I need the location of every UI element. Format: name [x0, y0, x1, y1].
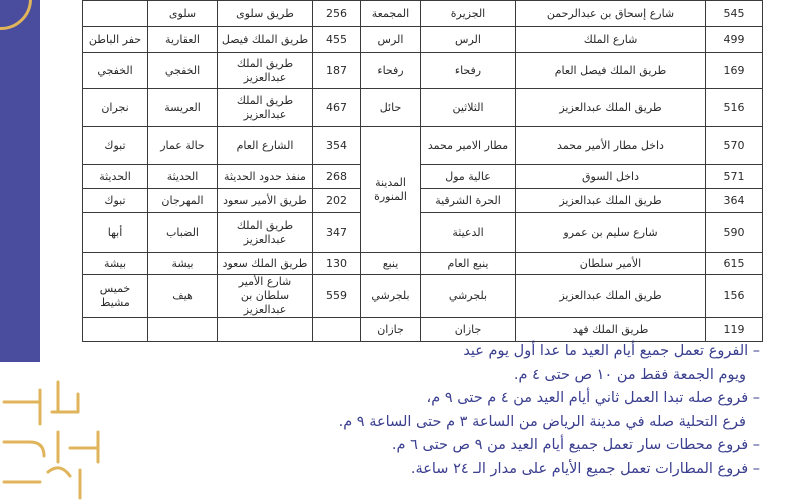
table-cell-id2: 130 [313, 253, 361, 275]
table-cell-city2: أبها [83, 213, 148, 253]
table-row [83, 27, 763, 53]
note-line: – الفروع تعمل جميع أيام العيد ما عدا أول يوم عيد [463, 343, 760, 359]
table-row [83, 53, 763, 89]
table-cell-site2: المهرجان [148, 189, 218, 213]
table-cell-city2: تبوك [83, 189, 148, 213]
table-cell-street2 [218, 318, 313, 342]
table-cell-site: جازان [421, 318, 516, 342]
table-cell-site2: العريسة [148, 89, 218, 127]
table-cell-street2: طريق الملك عبدالعزيز [218, 89, 313, 127]
table-cell-city2: حفر الباطن [83, 27, 148, 53]
table-cell-site2: الحديثة [148, 165, 218, 189]
table-cell-street: شارع إسحاق بن عبدالرحمن [516, 1, 706, 27]
table-cell-city: ينبع [361, 253, 421, 275]
table-cell-id2: 455 [313, 27, 361, 53]
table-cell-id: 516 [706, 89, 763, 127]
table-cell-id: 545 [706, 1, 763, 27]
table-cell-city2: الحديثة [83, 165, 148, 189]
table-row [83, 1, 763, 27]
table-row [83, 275, 763, 318]
table-cell-id: 169 [706, 53, 763, 89]
table-row [83, 253, 763, 275]
table-cell-street2: طريق الملك عبدالعزيز [218, 213, 313, 253]
table-cell-street: داخل مطار الأمير محمد [516, 127, 706, 165]
table-cell-id2: 187 [313, 53, 361, 89]
table-cell-street2: الشارع العام [218, 127, 313, 165]
table-cell-id2: 467 [313, 89, 361, 127]
table-cell-site: الرس [421, 27, 516, 53]
table-cell-site2: الخفجي [148, 53, 218, 89]
table-cell-city2 [83, 1, 148, 27]
table-cell-street2: طريق الأمير سعود [218, 189, 313, 213]
table-row [83, 189, 763, 213]
table-cell-id: 364 [706, 189, 763, 213]
table-cell-street: الأمير سلطان [516, 253, 706, 275]
table-cell-site2: هيف [148, 275, 218, 318]
decorative-side-bar [0, 0, 40, 362]
table-cell-city2: خميس مشيط [83, 275, 148, 318]
table-cell-site2 [148, 318, 218, 342]
table-cell-id2: 268 [313, 165, 361, 189]
table-cell-id: 571 [706, 165, 763, 189]
table-row [83, 127, 763, 165]
table-cell-site: الجزيرة [421, 1, 516, 27]
note-line: ويوم الجمعة فقط من ١٠ ص حتى ٤ م. [513, 366, 746, 383]
table-cell-site2: بيشة [148, 253, 218, 275]
table-cell-street2: طريق الملك سعود [218, 253, 313, 275]
table-cell-site: الدعيثة [421, 213, 516, 253]
table-cell-city: المدينة المنورة [361, 127, 421, 253]
note-line: فرع التحلية صله في مدينة الرياض من الساعة ٣ م حتى الساعة ٩ م. [338, 413, 746, 430]
table-row [83, 89, 763, 127]
notes-section [160, 340, 760, 481]
table-cell-site: رفحاء [421, 53, 516, 89]
table-cell-city: المجمعة [361, 1, 421, 27]
table-cell-street: داخل السوق [516, 165, 706, 189]
table-row [83, 318, 763, 342]
table-cell-site: بلجرشي [421, 275, 516, 318]
table-cell-street: طريق الملك عبدالعزيز [516, 275, 706, 318]
table-cell-site2: حالة عمار [148, 127, 218, 165]
brand-logo-graphic [0, 372, 120, 500]
table-cell-site2: الضباب [148, 213, 218, 253]
table-cell-street2: شارع الأمير سلطان بن عبدالعزيز [218, 275, 313, 318]
table-cell-id2: 347 [313, 213, 361, 253]
table-cell-street2: منفذ حدود الحديثة [218, 165, 313, 189]
table-cell-id2: 354 [313, 127, 361, 165]
table-cell-id: 590 [706, 213, 763, 253]
table-cell-city2: نجران [83, 89, 148, 127]
table-cell-street2: طريق الملك عبدالعزيز [218, 53, 313, 89]
table-cell-id: 499 [706, 27, 763, 53]
table-cell-street: شارع سليم بن عمرو [516, 213, 706, 253]
table-cell-city2: الخفجي [83, 53, 148, 89]
table-cell-id2: 559 [313, 275, 361, 318]
table-cell-city2 [83, 318, 148, 342]
table-row [83, 165, 763, 189]
table-cell-street: طريق الملك عبدالعزيز [516, 89, 706, 127]
table-cell-city: بلجرشي [361, 275, 421, 318]
table-cell-site: ينبع العام [421, 253, 516, 275]
table-cell-city: جازان [361, 318, 421, 342]
table-cell-site: الثلاثين [421, 89, 516, 127]
table-cell-site: الحرة الشرقية [421, 189, 516, 213]
table-cell-city: رفحاء [361, 53, 421, 89]
table-cell-street: طريق الملك عبدالعزيز [516, 189, 706, 213]
table-cell-site2: سلوى [148, 1, 218, 27]
table-cell-city2: بيشة [83, 253, 148, 275]
table-cell-street: شارع الملك [516, 27, 706, 53]
table-cell-site2: العقارية [148, 27, 218, 53]
table-cell-id: 156 [706, 275, 763, 318]
table-cell-street2: طريق سلوى [218, 1, 313, 27]
table-row [83, 213, 763, 253]
table-cell-id: 119 [706, 318, 763, 342]
table-cell-id2 [313, 318, 361, 342]
branches-table [82, 0, 763, 342]
table-cell-city: الرس [361, 27, 421, 53]
note-line: – فروع محطات سار تعمل جميع أيام العيد من ٩ ص حتى ٦ م. [391, 437, 760, 453]
table-cell-city2: تبوك [83, 127, 148, 165]
note-line: – فروع صله تبدا العمل ثاني أيام العيد من ٤ م حتى ٩ م، [426, 390, 760, 406]
table-cell-id: 615 [706, 253, 763, 275]
table-cell-id2: 256 [313, 1, 361, 27]
table-cell-site: مطار الامير محمد [421, 127, 516, 165]
note-line: – فروع المطارات تعمل جميع الأيام على مدار الـ ٢٤ ساعة. [410, 460, 760, 477]
table-cell-street: طريق الملك فيصل العام [516, 53, 706, 89]
table-cell-id: 570 [706, 127, 763, 165]
table-cell-id2: 202 [313, 189, 361, 213]
table-cell-street2: طريق الملك فيصل [218, 27, 313, 53]
table-cell-city: حائل [361, 89, 421, 127]
table-cell-street: طريق الملك فهد [516, 318, 706, 342]
table-cell-site: عالية مول [421, 165, 516, 189]
